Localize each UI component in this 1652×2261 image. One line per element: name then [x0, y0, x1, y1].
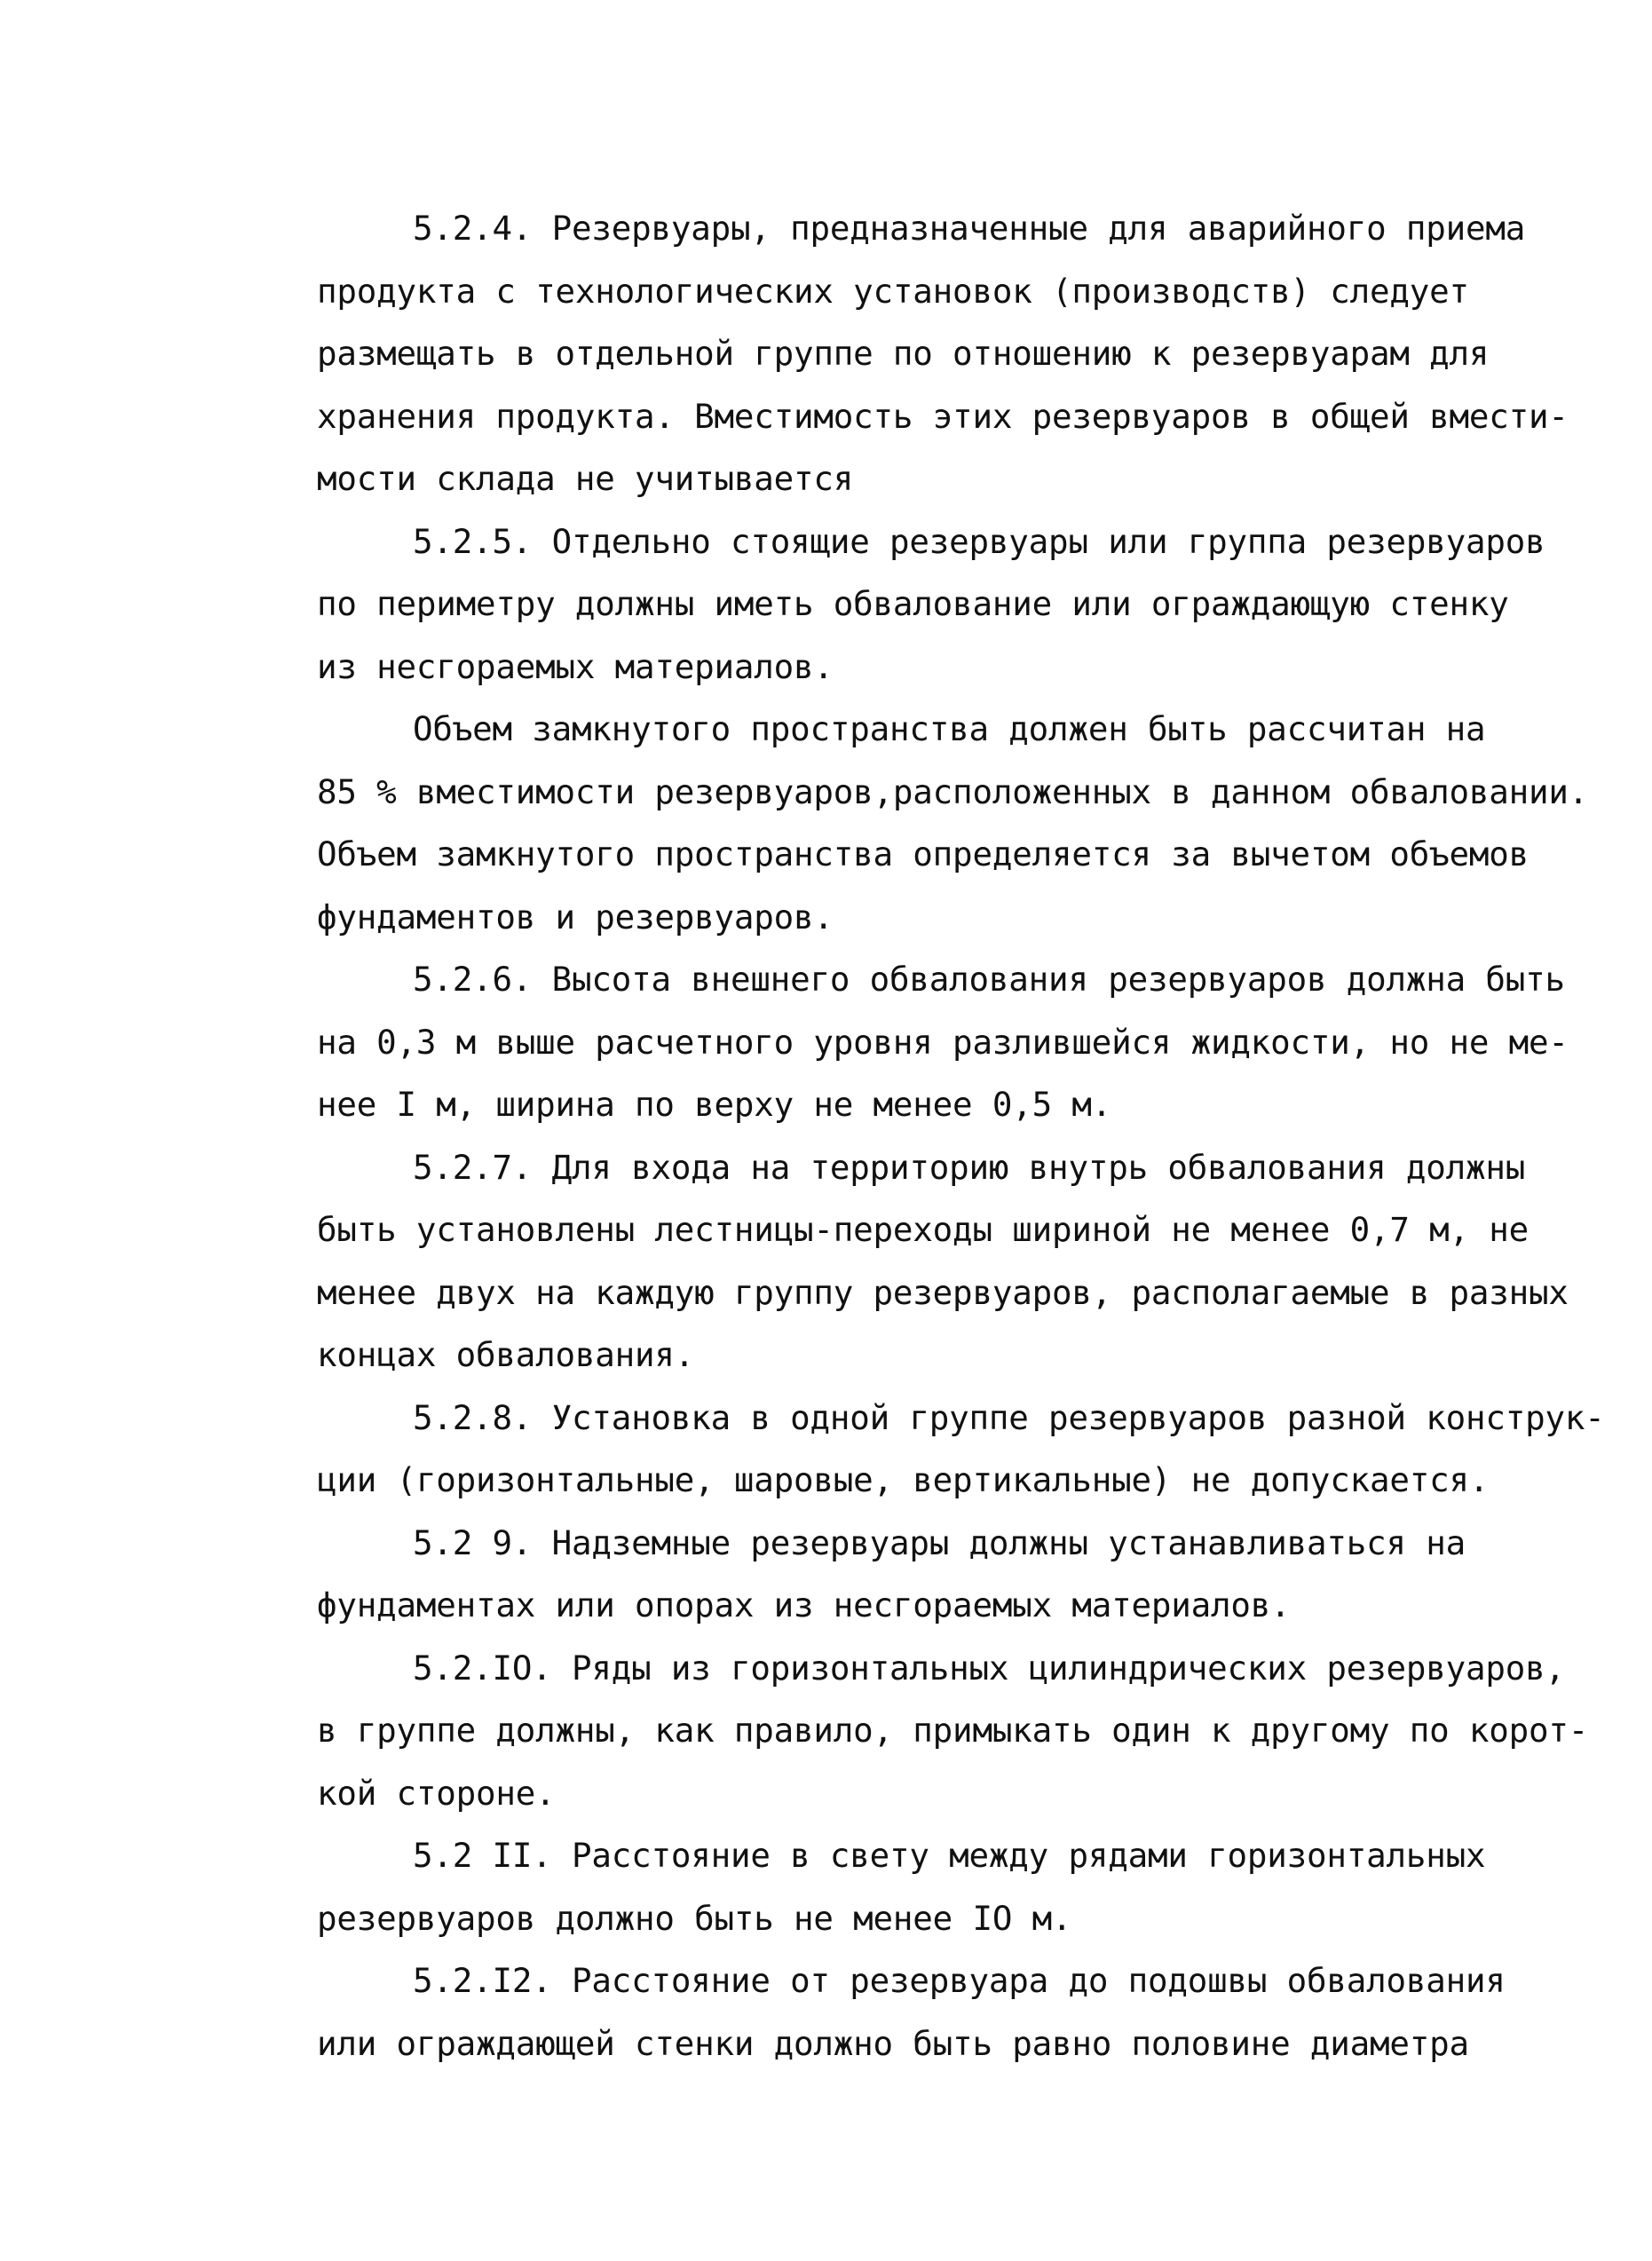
text-line: 5.2.7. Для входа на территорию внутрь обвалования должны: [413, 1147, 1526, 1187]
text-line: фундаментах или опорах из несгораемых материалов.: [317, 1585, 1291, 1625]
text-line: в группе должны, как правило, примыкать один к другому по корот-: [317, 1711, 1589, 1750]
text-line: по периметру должны иметь обвалование или ограждающую стенку: [317, 584, 1509, 623]
text-line: нее I м, ширина по верху не менее 0,5 м.: [317, 1085, 1112, 1124]
text-line: 5.2.6. Высота внешнего обвалования резервуаров должна быть: [413, 960, 1565, 999]
text-line: 85 % вместимости резервуаров,расположенных в данном обваловании.: [317, 771, 1589, 811]
text-line: кой стороне.: [317, 1773, 556, 1813]
document-body: [317, 197, 1605, 2075]
text-line: хранения продукта. Вместимость этих резервуаров в общей вмести-: [317, 396, 1569, 436]
text-line: мости склада не учитывается: [317, 459, 854, 498]
text-line: 5.2 II. Расстояние в свету между рядами горизонтальных: [413, 1836, 1486, 1875]
text-line: концах обвалования.: [317, 1335, 695, 1374]
text-line: быть установлены лестницы-переходы шириной не менее 0,7 м, не: [317, 1210, 1529, 1249]
text-line: 5.2.5. Отдельно стоящие резервуары или группа резервуаров: [413, 521, 1545, 561]
text-line: продукта с технологических установок (производств) следует: [317, 271, 1469, 311]
text-line: 5.2 9. Надземные резервуары должны устанавливаться на: [413, 1522, 1466, 1562]
text-line: фундаментов и резервуаров.: [317, 897, 834, 937]
text-line: на 0,3 м выше расчетного уровня разлившейся жидкости, но не ме-: [317, 1022, 1569, 1062]
text-line: 5.2.I2. Расстояние от резервуара до подошвы обвалования: [413, 1961, 1506, 2000]
text-line: размещать в отдельной группе по отношению к резервуарам для: [317, 334, 1490, 373]
text-line: из несгораемых материалов.: [317, 646, 834, 686]
text-line: Объем замкнутого пространства определяется за вычетом объемов: [317, 834, 1529, 874]
text-line: или ограждающей стенки должно быть равно половине диаметра: [317, 2023, 1469, 2063]
text-line: 5.2.8. Установка в одной группе резервуаров разной конструк-: [413, 1397, 1605, 1437]
text-line: 5.2.4. Резервуары, предназначенные для аварийного приема: [413, 209, 1526, 248]
text-line: Объем замкнутого пространства должен быть рассчитан на: [413, 709, 1486, 748]
text-line: ции (горизонтальные, шаровые, вертикальные) не допускается.: [317, 1460, 1490, 1499]
text-line: резервуаров должно быть не менее IO м.: [317, 1898, 1072, 1938]
text-line: менее двух на каждую группу резервуаров, располагаемые в разных: [317, 1272, 1569, 1312]
text-line: 5.2.IO. Ряды из горизонтальных цилиндрических резервуаров,: [413, 1648, 1565, 1688]
